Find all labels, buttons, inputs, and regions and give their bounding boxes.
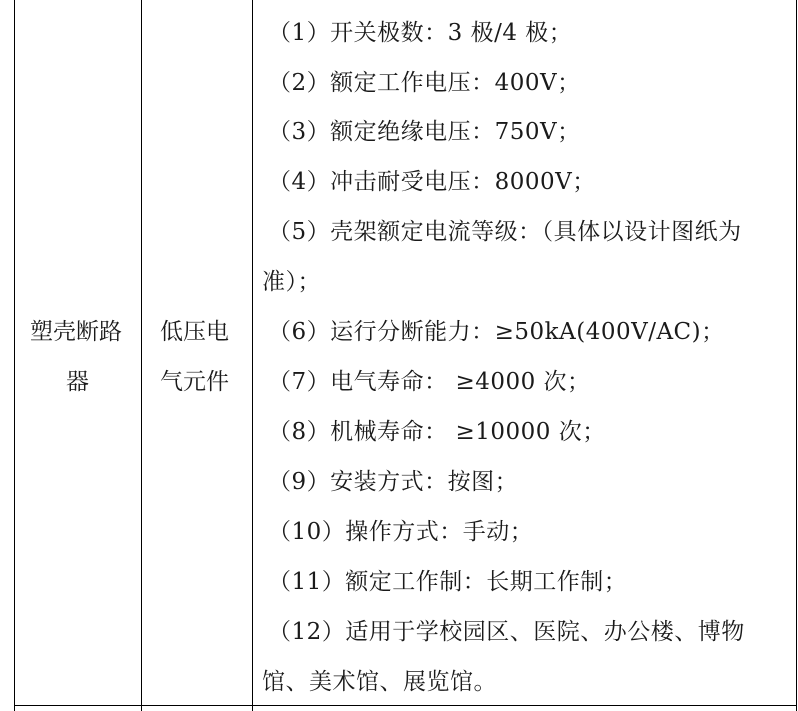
spec-line: （4）冲击耐受电压：8000V； [268, 169, 596, 195]
spec-line: （10）操作方式：手动； [268, 519, 534, 545]
spec-line: （11）额定工作制：长期工作制； [268, 569, 628, 595]
spec-line: （9）安装方式：按图； [268, 469, 519, 495]
spec-line: 馆、美术馆、展览馆。 [262, 669, 497, 695]
table-divider-1 [141, 0, 142, 711]
table-divider-2 [252, 0, 253, 711]
product-name-line-2: 器 [66, 369, 89, 395]
spec-line: （6）运行分断能力：≥50kA(400V/AC)； [268, 319, 725, 345]
category-line-2: 气元件 [160, 369, 229, 395]
spec-line: 准）； [262, 269, 321, 295]
table-border-right [796, 0, 797, 711]
spec-line: （7）电气寿命： ≥4000 次； [268, 369, 591, 395]
product-name-line-1: 塑壳断路 [30, 319, 122, 345]
spec-line: （8）机械寿命： ≥10000 次； [268, 419, 606, 445]
spec-line: （1）开关极数：3 极/4 极； [268, 20, 573, 46]
spec-line: （5）壳架额定电流等级：（具体以设计图纸为 [268, 219, 742, 245]
spec-line: （3）额定绝缘电压：750V； [268, 119, 581, 145]
category-line-1: 低压电 [160, 319, 229, 345]
spec-line: （12）适用于学校园区、医院、办公楼、博物 [268, 619, 745, 645]
table-border-left [14, 0, 15, 711]
spec-line: （2）额定工作电压：400V； [268, 70, 581, 96]
